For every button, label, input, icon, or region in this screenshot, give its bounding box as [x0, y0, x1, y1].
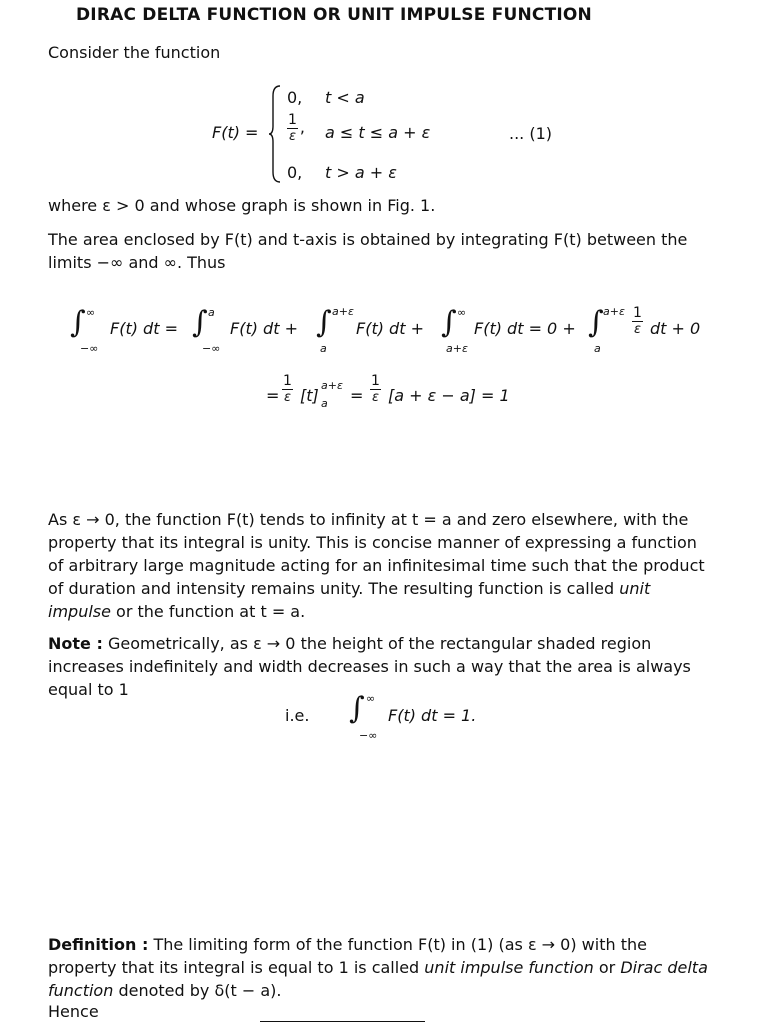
upper-limit: a+ε — [603, 305, 625, 318]
eq2-sup: a+ε — [321, 379, 343, 392]
integral-sign: ∫ — [588, 305, 604, 340]
hence-text: Hence — [48, 1002, 99, 1021]
case-2-den: ε — [288, 129, 296, 144]
definition-label: Definition : — [48, 935, 149, 954]
lower-limit: a — [594, 342, 601, 355]
fraction-num: 1 — [371, 373, 380, 389]
fraction-den: ε — [371, 390, 379, 405]
lower-limit: −∞ — [359, 729, 378, 742]
definition-text: The limiting form of the function F(t) in (1) (as ε → 0) with the property that its integral is equal to 1 is called — [48, 935, 647, 977]
page-title: DIRAC DELTA FUNCTION OR UNIT IMPULSE FUNCTION — [76, 5, 592, 25]
left-brace — [268, 84, 282, 184]
lower-limit: −∞ — [202, 342, 221, 355]
integral-sign: ∫ — [192, 305, 208, 340]
intro-text: Consider the function — [48, 43, 221, 62]
lower-limit: a — [320, 342, 327, 355]
area-paragraph: The area enclosed by F(t) and t-axis is obtained by integrating F(t) between the limits −∞ and ∞. Thus — [48, 230, 688, 272]
upper-limit: ∞ — [86, 306, 96, 319]
fraction-den: ε — [283, 390, 291, 405]
integral-sign: ∫ — [70, 305, 86, 340]
eq2-equals: = — [266, 386, 280, 405]
eq1-term-5: dt + 0 — [650, 319, 701, 338]
fraction-num: 1 — [283, 373, 292, 389]
fraction-den: ε — [633, 322, 641, 337]
note-text: Geometrically, as ε → 0 the height of the rectangular shaded region increases indefinitely and width decreases in such a way that the area is always equal to 1 — [48, 634, 691, 699]
where-text: where ε > 0 and whose graph is shown in Fig. 1. — [48, 196, 436, 215]
upper-limit: ∞ — [457, 306, 467, 319]
eq2-fraction-1 — [280, 374, 295, 404]
eq2-equals-2: = — [350, 386, 364, 405]
case-2-num: 1 — [288, 112, 297, 128]
integral-sign: ∫ — [441, 305, 457, 340]
eq1-fraction — [630, 306, 645, 336]
unit-impulse-term: unit impulse — [48, 579, 651, 621]
unit-impulse-function-term: unit impulse function — [424, 958, 594, 977]
upper-limit: a — [208, 306, 215, 319]
upper-limit: a+ε — [332, 305, 354, 318]
dirac-delta-term: Dirac delta function — [48, 958, 708, 1000]
ie-expression: F(t) dt = 1. — [388, 706, 477, 725]
case-2-condition: a ≤ t ≤ a + ε — [325, 123, 431, 142]
eq2-bracket: [t] — [300, 386, 319, 405]
case-3-value: 0, — [287, 163, 303, 182]
eq1-term-1: F(t) dt = — [110, 319, 178, 338]
definition-or: or — [598, 958, 616, 977]
eq2-sub: a — [321, 397, 328, 410]
equation-number: ... (1) — [509, 124, 553, 143]
case-1-value: 0, — [287, 88, 303, 107]
eq1-term-3: F(t) dt + — [356, 319, 424, 338]
lower-limit: a+ε — [446, 342, 468, 355]
eq2-fraction-2 — [368, 374, 383, 404]
case-1-condition: t < a — [325, 88, 365, 107]
definition-tail: denoted by δ(t − a). — [118, 981, 282, 1000]
note-label: Note : — [48, 634, 103, 653]
limit-paragraph-tail: or the function at t = a. — [116, 602, 306, 621]
upper-limit: ∞ — [366, 692, 376, 705]
limit-paragraph-text: As ε → 0, the function F(t) tends to infinity at t = a and zero elsewhere, with the property that its integral is unity. This is concise manner of expressing a function of arbitrary large magnitude acting for an infinitesimal time such that the product of duration and intensity remains unity. The resulting function is called — [48, 510, 705, 598]
limit-paragraph — [48, 508, 716, 623]
integral-sign: ∫ — [349, 691, 365, 726]
case-3-condition: t > a + ε — [325, 163, 397, 182]
piecewise-lhs: F(t) = — [212, 123, 259, 142]
definition-paragraph — [48, 933, 716, 1002]
ie-label: i.e. — [285, 706, 310, 725]
case-2-value: $\frac{1}{\varepsilon}$ , — [288, 112, 306, 144]
lower-limit: −∞ — [80, 342, 99, 355]
integral-sign: ∫ — [316, 305, 332, 340]
eq2-result: [a + ε − a] = 1 — [388, 386, 510, 405]
eq1-term-4: F(t) dt = 0 + — [474, 319, 576, 338]
bottom-rule — [260, 1021, 425, 1022]
note-paragraph — [48, 632, 716, 701]
eq1-term-2: F(t) dt + — [230, 319, 298, 338]
fraction-num: 1 — [633, 305, 642, 321]
